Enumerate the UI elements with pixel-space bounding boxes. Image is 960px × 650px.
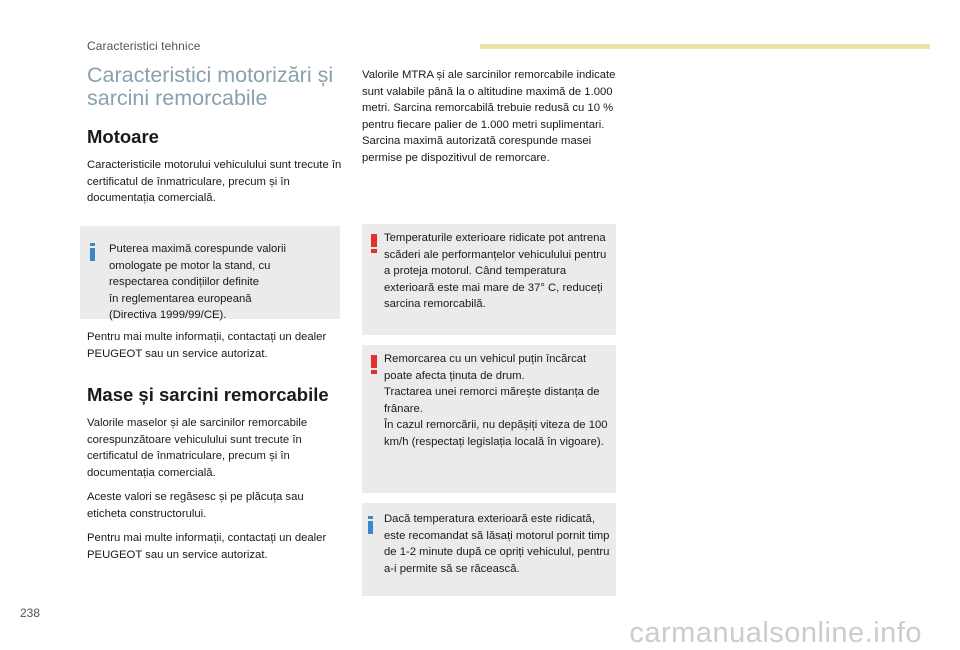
info-box-putere	[80, 226, 340, 319]
sarcina-text: Sarcina maximă autorizată corespunde masei permise pe dispozitivul de remorcare.	[362, 135, 592, 164]
page-number: 238	[20, 606, 41, 620]
warning-text-remorcare	[384, 351, 610, 450]
info-line: (Directiva 1999/99/CE).	[109, 309, 227, 321]
info-text-racire: Dacă temperatura exterioară este ridicată, este recomandat să lăsați motorul pornit timp de 1-2 minute după ce opriți vehiculul, pentru a-i permite să se răcească.	[384, 513, 610, 575]
paragraph-motoare: Caracteristicile motorului vehiculului sunt trecute în certificatul de înmatriculare, precum și în documentația comercială.	[87, 159, 342, 204]
heading-motoare: Motoare	[87, 126, 159, 147]
paragraph-mase: Valorile maselor și ale sarcinilor remorcabile corespunzătoare vehiculului sunt trecute în certificatul de înmatriculare, precum și în documentația comercială.	[87, 417, 308, 479]
paragraph-contact-2: Pentru mai multe informații, contactați un dealer PEUGEOT sau un service autorizat.	[87, 532, 327, 561]
warning-text-temperatura: Temperaturile exterioare ridicate pot antrena scăderi ale performanțelor vehiculului pentru a proteja motorul. Când temperatura exterioară este mai mare de 37° C, reduceți sarcina remorcabilă.	[384, 232, 607, 310]
info-box-text	[109, 241, 334, 324]
section-header: Caracteristici tehnice	[87, 39, 201, 53]
info-line: în reglementarea europeană	[109, 292, 252, 305]
header-accent-bar	[480, 44, 930, 49]
info-line: omologate pe motor la stand, cu	[109, 259, 271, 272]
paragraph-contact-1: Pentru mai multe informații, contactați un dealer PEUGEOT sau un service autorizat.	[87, 331, 327, 360]
warning-line: În cazul remorcării, nu depășiți viteza de 100 km/h (respectați legislația locală în vigoare).	[384, 419, 608, 448]
paragraph-placuta: Aceste valori se regăsesc și pe plăcuța sau eticheta constructorului.	[87, 491, 304, 520]
heading-mase: Mase și sarcini remorcabile	[87, 384, 329, 405]
warning-box-temperatura	[362, 224, 616, 335]
warning-line: Tractarea unei remorci mărește distanța de frânare.	[384, 386, 600, 415]
warning-line: Remorcarea cu un vehicul puțin încărcat poate afecta ținuta de drum.	[384, 353, 587, 382]
page-title: Caracteristici motorizări și sarcini remorcabile	[87, 63, 334, 110]
warning-box-remorcare	[362, 345, 616, 493]
watermark: carmanualsonline.info	[629, 617, 922, 649]
paragraph-mtra	[362, 67, 617, 166]
info-line: respectarea condițiilor definite	[109, 276, 260, 288]
info-line: Puterea maximă corespunde valorii	[109, 243, 287, 255]
mtra-text: Valorile MTRA și ale sarcinilor remorcabile indicate sunt valabile până la o altitudine maximă de 1.000 metri. Sarcina remorcabilă trebuie redusă cu 10 % pentru fiecare palier de 1.000 metri suplimentari.	[362, 69, 616, 131]
info-box-racire	[362, 503, 616, 596]
